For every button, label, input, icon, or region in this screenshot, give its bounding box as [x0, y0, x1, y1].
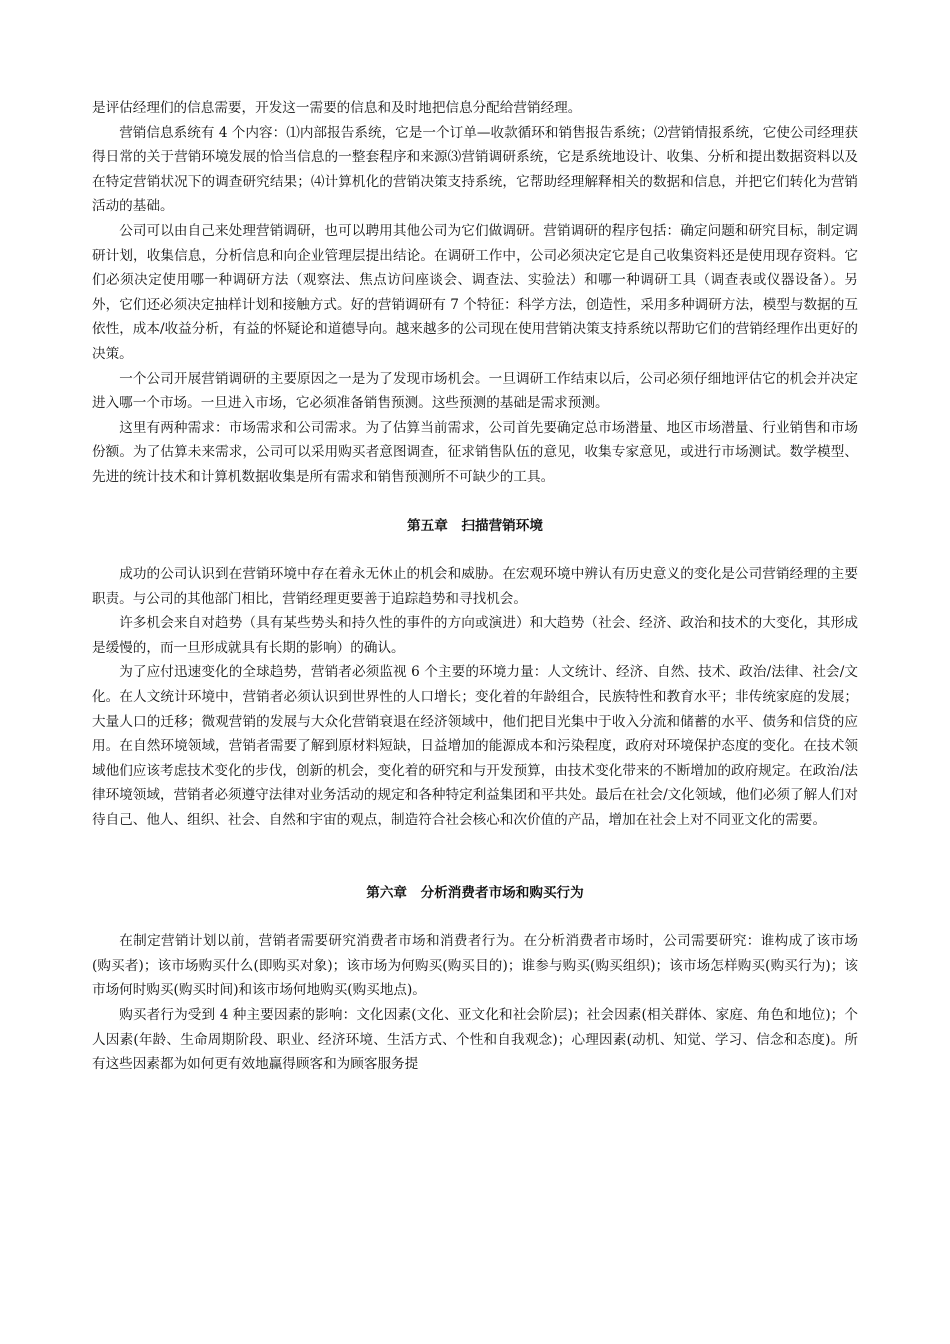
paragraph-ch6-1: 在制定营销计划以前，营销者需要研究消费者市场和消费者行为。在分析消费者市场时，公司需要研究：谁构成了该市场(购买者)；该市场购买什么(即购买对象)；该市场为何购买(购买目的)；谁参与购买(购买组织)；该市场怎样购买(购买行为)；该市场何时购买(购买时间)和该市场何地购买(购买地点)。 [92, 933, 858, 999]
document-page [92, 96, 858, 1077]
paragraph-ch6-2: 购买者行为受到 4 种主要因素的影响：文化因素(文化、亚文化和社会阶层)；社会因素(相关群体、家庭、角色和地位)；个人因素(年龄、生命周期阶段、职业、经济环境、生活方式、个性和自我观念)；心理因素(动机、知觉、学习、信念和态度)。所有这些因素都为如何更有效地赢得顾客和为顾客服务提 [92, 1007, 858, 1073]
paragraph-market-opportunity: 一个公司开展营销调研的主要原因之一是为了发现市场机会。一旦调研工作结束以后，公司必须仔细地评估它的机会并决定进入哪一个市场。一旦进入市场，它必须准备销售预测。这些预测的基础是需求预测。 [92, 370, 858, 412]
chapter-5-title: 第五章 扫描营销环境 [407, 517, 543, 534]
paragraph-intro-continuation: 是评估经理们的信息需要，开发这一需要的信息和及时地把信息分配给营销经理。 [92, 100, 582, 116]
chapter-6-title: 第六章 分析消费者市场和购买行为 [366, 884, 584, 901]
paragraph-marketing-info-system: 营销信息系统有 4 个内容：⑴内部报告系统，它是一个订单—收款循环和销售报告系统；⑵营销情报系统，它使公司经理获得日常的关于营销环境发展的恰当信息的一整套程序和来源⑶营销调研系统，它是系统地设计、收集、分析和提出数据资料以及在特定营销状况下的调查研究结果；⑷计算机化的营销决策支持系统，它帮助经理解释相关的数据和信息，并把它们转化为营销活动的基础。 [92, 124, 858, 215]
paragraph-ch5-2: 许多机会来自对趋势（具有某些势头和持久性的事件的方向或演进）和大趋势（社会、经济、政治和技术的大变化，其形成是缓慢的，而一旦形成就具有长期的影响）的确认。 [92, 615, 858, 656]
paragraph-ch5-1: 成功的公司认识到在营销环境中存在着永无休止的机会和威胁。在宏观环境中辨认有历史意义的变化是公司营销经理的主要职责。与公司的其他部门相比，营销经理更要善于追踪趋势和寻找机会。 [92, 566, 858, 607]
paragraph-demand-types: 这里有两种需求：市场需求和公司需求。为了估算当前需求，公司首先要确定总市场潜量、地区市场潜量、行业销售和市场份额。为了估算未来需求，公司可以采用购买者意图调查，征求销售队伍的意见，收集专家意见，或进行市场测试。数学模型、先进的统计技术和计算机数据收集是所有需求和销售预测所不可缺少的工具。 [92, 419, 858, 485]
paragraph-ch5-3: 为了应付迅速变化的全球趋势，营销者必须监视 6 个主要的环境力量：人文统计、经济、自然、技术、政治/法律、社会/文化。在人文统计环境中，营销者必须认识到世界性的人口增长；变化着的年龄组合，民族特性和教育水平；非传统家庭的发展；大量人口的迁移；微观营销的发展与大众化营销衰退在经济领域中，他们把目光集中于收入分流和储蓄的水平、债务和信贷的应用。在自然环境领域，营销者需要了解到原材料短缺，日益增加的能源成本和污染程度，政府对环境保护态度的变化。在技术领域他们应该考虑技术变化的步伐，创新的机会，变化着的研究和与开发预算，由技术变化带来的不断增加的政府规定。在政治/法律环境领域，营销者必须遵守法律对业务活动的规定和各种特定利益集团和平共处。最后在社会/文化领域，他们必须了解人们对待自己、他人、组织、社会、自然和宇宙的观点，制造符合社会核心和次价值的产品，增加在社会上对不同亚文化的需要。 [92, 664, 858, 829]
paragraph-marketing-research: 公司可以由自己来处理营销调研，也可以聘用其他公司为它们做调研。营销调研的程序包括：确定问题和研究目标，制定调研计划，收集信息，分析信息和向企业管理层提出结论。在调研工作中，公司必须决定它是自己收集资料还是使用现存资料。它们必须决定使用哪一种调研方法（观察法、焦点访问座谈会、调查法、实验法）和哪一种调研工具（调查表或仪器设备）。另外，它们还必须决定抽样计划和接触方式。好的营销调研有 7 个特征：科学方法，创造性，采用多种调研方法，模型与数据的互依性，成本/收益分析，有益的怀疑论和道德导向。越来越多的公司现在使用营销决策支持系统以帮助它们的营销经理作出更好的决策。 [92, 222, 858, 362]
